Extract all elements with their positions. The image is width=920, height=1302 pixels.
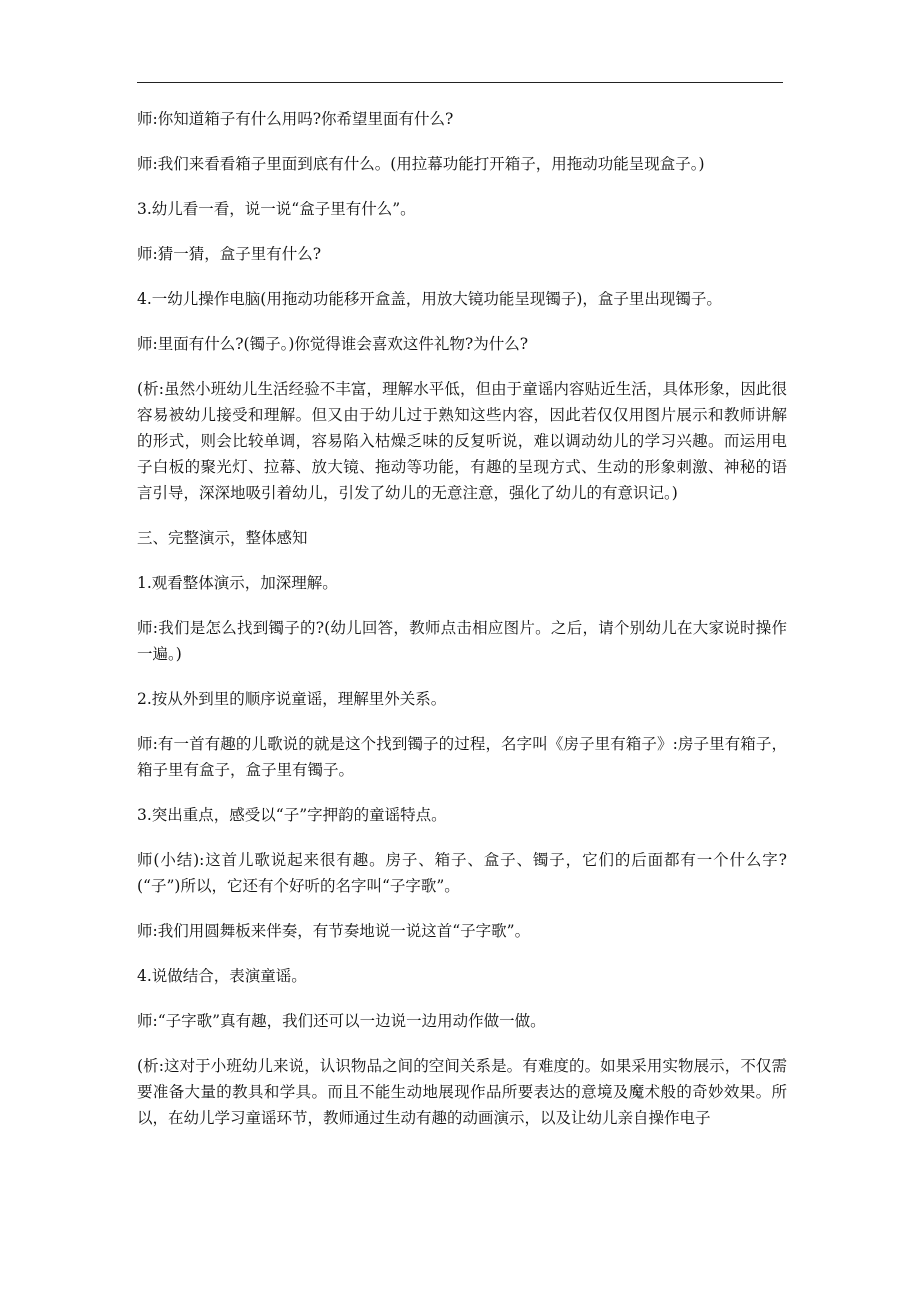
paragraph: 师:猜一猜，盒子里有什么?: [137, 245, 322, 263]
paragraph: 师:我们来看看箱子里面到底有什么。(用拉幕功能打开箱子，用拖动功能呈现盒子。): [137, 155, 705, 173]
paragraph: 1.观看整体演示，加深理解。: [137, 574, 338, 592]
paragraph: 3.突出重点，感受以“子”字押韵的童谣特点。: [137, 806, 447, 824]
section-heading: 三、完整演示，整体感知: [137, 529, 308, 547]
paragraph: 师:“子字歌”真有趣，我们还可以一边说一边用动作做一做。: [137, 1012, 546, 1030]
paragraph: 师:有一首有趣的儿歌说的就是这个找到镯子的过程，名字叫《房子里有箱子》:房子里有箱子，箱子里有盒子，盒子里有镯子。: [137, 735, 787, 779]
paragraph: 师:我们是怎么找到镯子的?(幼儿回答，教师点击相应图片。之后，请个别幼儿在大家说时操作一遍。): [137, 619, 787, 663]
paragraph: 3.幼儿看一看，说一说“盒子里有什么”。: [137, 200, 416, 218]
paragraph: 2.按从外到里的顺序说童谣，理解里外关系。: [137, 690, 447, 708]
paragraph: 师:我们用圆舞板来伴奏，有节奏地说一说这首“子字歌”。: [137, 922, 531, 940]
paragraph: 4.一幼儿操作电脑(用拖动功能移开盒盖，用放大镜功能呈现镯子)，盒子里出现镯子。: [137, 290, 722, 308]
document-body: [137, 106, 787, 1150]
analysis-paragraph: (析:这对于小班幼儿来说，认识物品之间的空间关系是。有难度的。如果采用实物展示，不仅需要准备大量的教具和学具。而且不能生动地展现作品所要表达的意境及魔术般的奇妙效果。所以，在幼儿学习童谣环节，教师通过生动有趣的动画演示，以及让幼儿亲自操作电子: [137, 1057, 787, 1127]
header-rule: [137, 82, 783, 83]
paragraph: 师:你知道箱子有什么用吗?你希望里面有什么?: [137, 110, 454, 128]
analysis-paragraph: (析:虽然小班幼儿生活经验不丰富，理解水平低，但由于童谣内容贴近生活，具体形象，因此很容易被幼儿接受和理解。但又由于幼儿过于熟知这些内容，因此若仅仅用图片展示和教师讲解的形式，则会比较单调，容易陷入枯燥乏味的反复听说，难以调动幼儿的学习兴趣。而运用电子白板的聚光灯、拉幕、放大镜、拖动等功能，有趣的呈现方式、生动的形象刺激、神秘的语言引导，深深地吸引着幼儿，引发了幼儿的无意注意，强化了幼儿的有意识记。): [137, 380, 787, 502]
paragraph: 师:里面有什么?(镯子。)你觉得谁会喜欢这件礼物?为什么?: [137, 335, 528, 353]
paragraph: 4.说做结合，表演童谣。: [137, 967, 307, 985]
paragraph: 师(小结):这首儿歌说起来很有趣。房子、箱子、盒子、镯子，它们的后面都有一个什么字?(“子”)所以，它还有个好听的名字叫“子字歌”。: [137, 851, 787, 895]
